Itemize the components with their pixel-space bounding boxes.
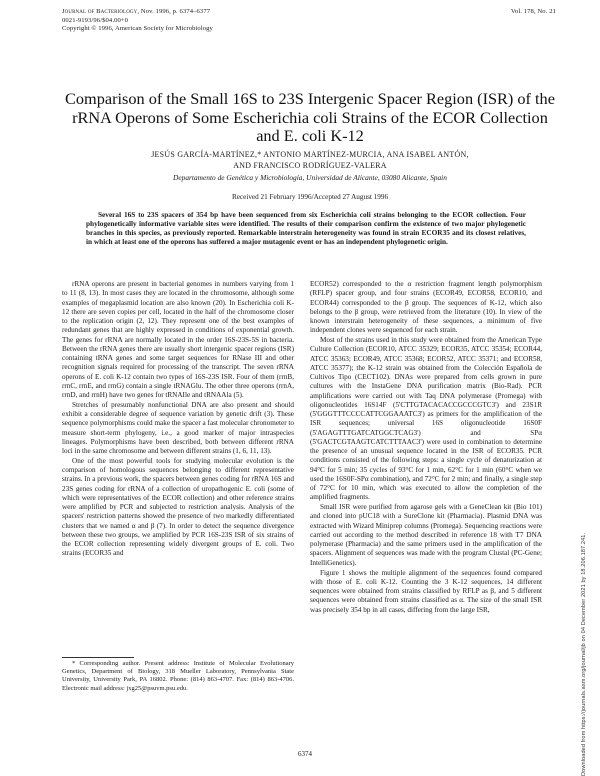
body-paragraph: Stretches of presumably nonfunctional DNA are also present and should exhibit a considerable degree of sequence variation by genetic drift (3). These sequence polymorphisms could make the spacer a fast molecular chronometer to measure short-term phylogeny, i.e., a good marker of major intraspecies lineages. Polymorphisms have been described, both between different rRNA loci in the same chromosome and between different strains (1, 6, 11, 13). [62, 400, 294, 456]
author-line: AND FRANCISCO RODRÍGUEZ-VALERA [233, 160, 387, 170]
journal-name: Journal of Bacteriology [62, 8, 138, 15]
copyright-line: Copyright © 1996, American Society for Microbiology [62, 25, 213, 33]
issue-date-pages: , Nov. 1996, p. 6374–6377 [137, 8, 211, 15]
body-paragraph: Small ISR were purified from agarose gels with a GeneClean kit (Bio 101) and cloned into pUC18 with a SureClone kit (Pharmacia). Plasmid DNA was extracted with Wizard Miniprep columns (Promega). Sequencing reactions were carried out according to the method described in reference 18 with T7 DNA polymerase (Pharmacia) and the same primers used in the amplification of the spacers. Alignment of sequences was made with the program Clustal (PC-Gene; IntelliGenetics). [310, 503, 542, 567]
footnote: * Corresponding author. Present address: Institute of Molecular Evolutionary Genetics, Department of Biology, 318 Mueller Laboratory, Pennsylvania State University, University Park, PA 16802. Phone: (814) 863-4707. Fax: (814) 863-4706. Electronic mail address: jxg25@psuvm.psu.edu. [62, 660, 294, 692]
download-watermark: Downloaded from https://journals.asm.org/journal/jb on 04 December 2021 by 18.206.187.241. [581, 532, 587, 776]
author-line: JESÚS GARCÍA-MARTÍNEZ,* ANTONIO MARTÍNEZ-MURCIA, ANA ISABEL ANTÓN, [151, 150, 469, 159]
article-title: Comparison of the Small 16S to 23S Intergenic Spacer Region (ISR) of the rRNA Operons of Some Escherichia coli Strains of the ECOR Collection and E. coli K-12 [65, 89, 555, 146]
running-header [62, 8, 213, 34]
body-column-right [310, 280, 542, 615]
issn-line: 0021-9193/96/$04.00+0 [62, 16, 129, 24]
body-paragraph: Figure 1 shows the multiple alignment of the sequences found compared with those of E. coli K-12. Counting the 3 K-12 sequences, 14 different sequences were obtained from strains classified by RFLP as β, and 5 different sequences were obtained from strains classified as α. The size of the small ISR was precisely 354 bp in all cases, differing from the large ISR, [310, 568, 542, 614]
author-list [60, 150, 560, 171]
page-number: 6374 [298, 750, 312, 758]
footnote-divider [62, 657, 134, 658]
received-dates: Received 21 February 1996/Accepted 27 August 1996 [231, 193, 389, 201]
body-paragraph: One of the most powerful tools for studying molecular evolution is the comparison of homologous sequences belonging to different representative strains. In a previous work, the spacers between genes coding for rRNA 16S and 23S genes coding for rRNA of a collection of uropathogenic E. coli (some of which were representatives of the ECOR collection) and other reference strains were amplified by PCR and subjected to restriction analysis. Analysis of the spacers' restriction patterns showed the presence of two markedly differentiated clusters that we named α and β (7). In order to detect the sequence divergence between these two groups, we amplified by PCR 16S-23S ISR of six strains of the ECOR collection representing widely divergent groups of E. coli. Two strains (ECOR35 and [62, 456, 294, 558]
volume-issue: Vol. 178, No. 21 [510, 8, 556, 15]
body-paragraph: ECOR52) corresponded to the α restriction fragment length polymorphism (RFLP) spacer group, and four strains (ECOR49, ECOR58, ECOR10, and ECOR44) corresponded to the β group. The sequences of K-12, which also belongs to the β group, were retrieved from the literature (10). In view of the known interstrain heterogeneity of these sequences, a minimum of five independent clones were sequenced for each strain. [310, 280, 542, 335]
body-paragraph: rRNA operons are present in bacterial genomes in numbers varying from 1 to 11 (8, 13). In most cases they are located in the chromosome, although some examples of megaplasmid location are also known (20). In Escherichia coli K-12 there are seven copies per cell, located in the half of the chromosome closer to the replication origin (2, 12). They represent one of the best examples of redundant genes that are highly expressed in conditions of exponential growth. The genes for rRNA are normally located in the order 16S-23S-5S in bacteria. Between the rRNA genes there are usually short intergenic spacer regions (ISR) containing tRNA genes and some target sequences for RNase III and other recognition signals required for processing of the transcript. The seven rRNA operons of E. coli K-12 contain two types of 16S-23S ISR. Four of them (rrnB, rrnC, rrnE, and rrnG) contain a single tRNAGlu. The other three operons (rrnA, rrnD, and rrnH) have two genes for tRNAIle and tRNAAla (5). [62, 280, 294, 399]
body-column-left [62, 280, 294, 559]
affiliation: Departamento de Genética y Microbiología, Universidad de Alicante, 03080 Alicante, Spain [173, 173, 447, 182]
body-paragraph: Most of the strains used in this study were obtained from the American Type Culture Collection (ECOR10, ATCC 35329; ECOR35, ATCC 35354; ECOR44, ATCC 35363; ECOR49, ATCC 35368; ECOR52, ATCC 35371; and ECOR58, ATCC 35377); the K-12 strain was obtained from the Colección Española de Cultivos Tipo (CECT102). DNAs were prepared from cells grown in pure cultures with the InstaGene DNA purification matrix (Bio-Rad). PCR amplifications were carried out with Taq DNA polymerase (Promega) with oligonucleotides 16S14F (5'CTTGTACACACCGCCCGTC3') and 23S1R (5'GGGTTTCCCCATTCGGAAATC3') as primers for the amplification of the ISR sequences; universal 16S oligonucleotide 16S0F (5'AGAGTTTGATCATGGCTCAG3') and SPα (5'GACTCGTAAGTCATCTTTAAC3') were used in combination to determine the presence of an unusual sequence located in the ISR of ECOR35. PCR conditions consisted of the following steps: a single cycle of denaturization at 94°C for 5 min; 35 cycles of 93°C for 1 min, 62°C for 1 min (60°C when we used the 16S0F-SPα combination), and 72°C for 2 min; and finally, a single step of 72°C for 10 min, which was executed to allow the completion of the amplified fragments. [310, 336, 542, 502]
abstract: Several 16S to 23S spacers of 354 bp have been sequenced from six Escherichia coli strains belonging to the ECOR collection. Four phylogenetically informative variable sites were identified. The results of their comparison confirm the existence of two major phylogenetic branches in this species, as previously reported. Remarkable interstrain heterogeneity was found in strain ECOR35 and its closest relatives, in which at least one of the operons has suffered a major mutagenic event or has an independent phylogenetic origin. [86, 210, 526, 247]
